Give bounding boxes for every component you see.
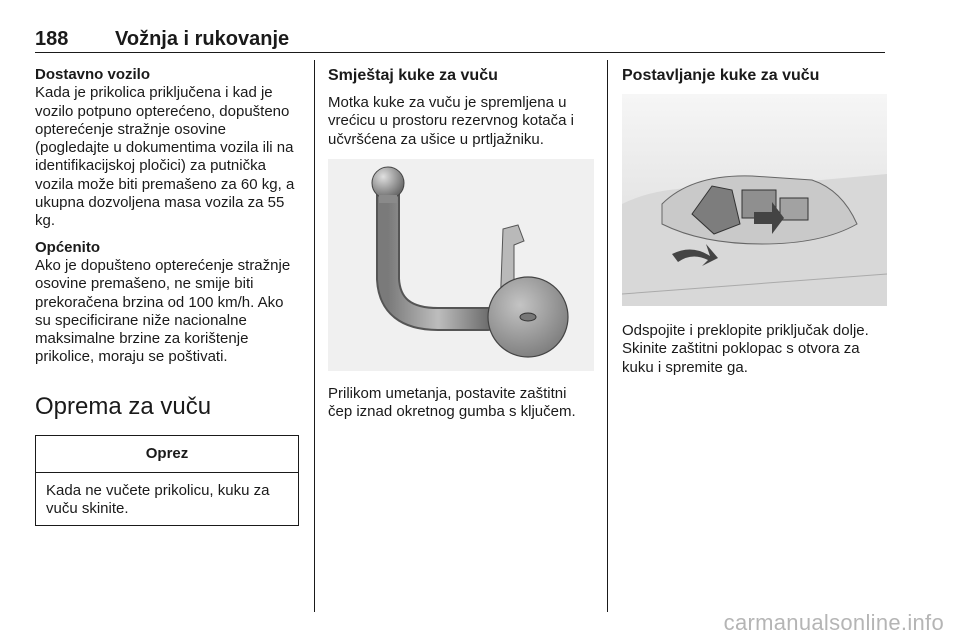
- watermark: carmanualsonline.info: [723, 610, 944, 635]
- column-left: [35, 66, 300, 526]
- caution-box: [35, 435, 299, 526]
- caution-text: Kada ne vučete prikolicu, kuku za vuču skinite.: [46, 482, 270, 518]
- column-divider: [314, 60, 315, 612]
- column-divider: [607, 60, 608, 612]
- heading-smjestaj: Smještaj kuke za vuču: [328, 67, 498, 84]
- paragraph-dostavno: Kada je prikolica priključena i kad je vozilo potpuno opterećeno, dopušteno opterećenje stražnje osovine (pogledajte u dokumentima vozila ili na identifikacijskoj pločici) za putnička vozila može biti premašeno za 60 kg, a ukupna dozvoljena masa vozila za 55 kg.: [35, 84, 295, 230]
- caution-title: Oprez: [36, 436, 298, 473]
- paragraph-postavljanje: Odspojite i preklopite priključak dolje. Skinite zaštitni poklopac s otvora za kuku i spremite ga.: [622, 322, 869, 376]
- section-title: Oprema za vuču: [35, 392, 212, 420]
- paragraph-smjestaj: Motka kuke za vuču je spremljena u vrećicu u prostoru rezervnog kotača i učvršćena za ušice u prtljažniku.: [328, 94, 574, 148]
- bumper-socket-illustration: [622, 94, 887, 306]
- subheading-dostavno: Dostavno vozilo: [35, 66, 151, 83]
- paragraph-opcenito: Ako je dopušteno opterećenje stražnje osovine premašeno, ne smije biti prekoračena brzina od 100 km/h. Ako su specificirane niže nacionalne maksimalne brzine za korištenje prikolice, moraju se poštivati.: [35, 256, 291, 366]
- column-middle: [328, 66, 594, 429]
- page-header: [35, 22, 885, 53]
- heading-postavljanje: Postavljanje kuke za vuču: [622, 67, 820, 84]
- towbar-illustration: [328, 159, 594, 371]
- page-title: Vožnja i rukovanje: [115, 28, 290, 50]
- page-number: 188: [35, 28, 69, 50]
- paragraph-umetanje: Prilikom umetanja, postavite zaštitni čep iznad okretnog gumba s ključem.: [328, 384, 576, 421]
- subheading-opcenito: Općenito: [35, 238, 101, 256]
- column-right: [622, 66, 887, 385]
